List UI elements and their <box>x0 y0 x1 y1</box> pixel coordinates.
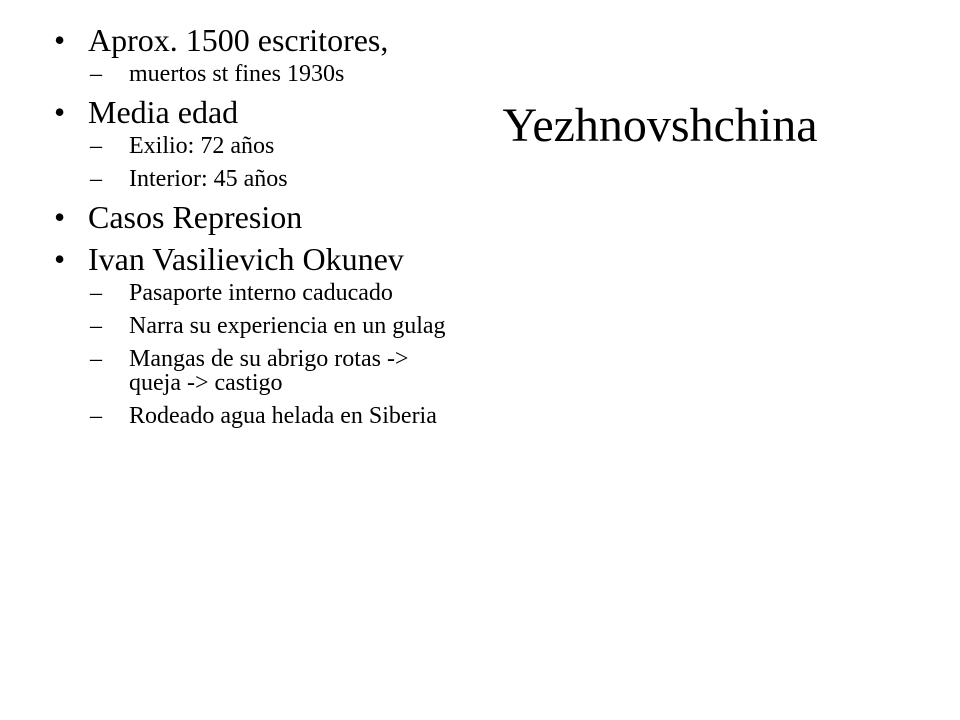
bullet-marker: • <box>54 241 66 277</box>
sub-list <box>88 281 450 428</box>
sub-item-text: Exilio: 72 años <box>129 133 275 159</box>
bullet-marker: • <box>54 199 66 235</box>
bullet-marker: • <box>54 94 66 130</box>
dash-marker: – <box>90 61 102 87</box>
bullet-text: Media edad <box>88 94 239 130</box>
sub-item <box>88 62 450 86</box>
dash-marker: – <box>90 313 102 339</box>
dash-marker: – <box>90 166 102 192</box>
sub-item <box>88 347 450 395</box>
bullet-item <box>50 243 450 428</box>
dash-marker: – <box>90 403 102 429</box>
dash-marker: – <box>90 280 102 306</box>
bullet-item <box>50 201 450 233</box>
bullet-text: Ivan Vasilievich Okunev <box>88 241 404 277</box>
bullet-item <box>50 96 450 191</box>
sub-item-text: Rodeado agua helada en Siberia <box>129 403 437 429</box>
sub-item-text: Narra su experiencia en un gulag <box>129 313 446 339</box>
sub-item-text: muertos st fines 1930s <box>129 61 345 87</box>
sub-list <box>88 62 450 86</box>
sub-item-text: Mangas de su abrigo rotas -> queja -> castigo <box>129 346 409 396</box>
sub-item <box>88 404 450 428</box>
sub-item <box>88 314 450 338</box>
bullet-list <box>50 24 450 428</box>
sub-item <box>88 167 450 191</box>
sub-list <box>88 134 450 191</box>
dash-marker: – <box>90 133 102 159</box>
sub-item-text: Interior: 45 años <box>129 166 288 192</box>
dash-marker: – <box>90 346 102 372</box>
bullet-marker: • <box>54 22 66 58</box>
bullet-text: Aprox. 1500 escritores, <box>88 22 389 58</box>
sub-item <box>88 281 450 305</box>
slide-title: Yezhnovshchina <box>502 99 818 152</box>
sub-item-text: Pasaporte interno caducado <box>129 280 393 306</box>
bullet-text: Casos Represion <box>88 199 303 235</box>
bullet-item <box>50 24 450 86</box>
sub-item <box>88 134 450 158</box>
